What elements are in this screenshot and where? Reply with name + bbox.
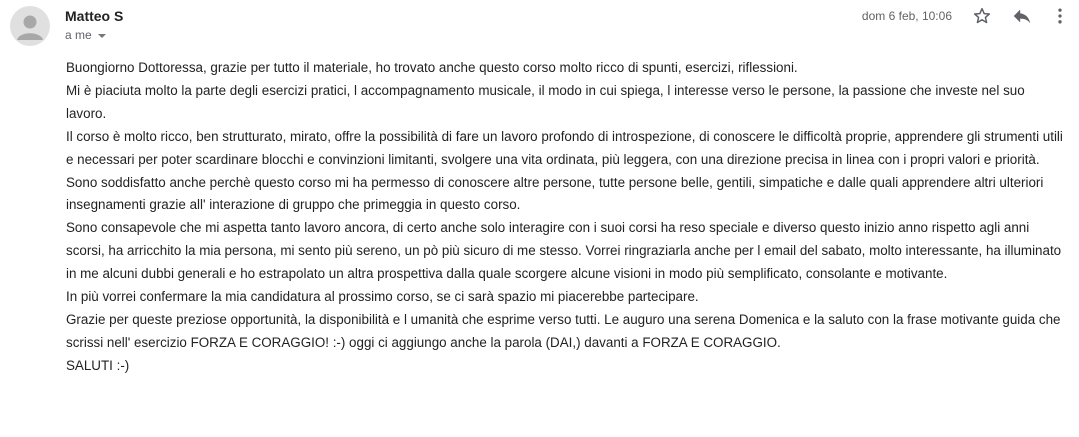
message-paragraph: Grazie per queste preziose opportunità, la disponibilità e l umanità che esprime verso tutti. Le auguro una serena Domenica e la saluto con la frase motivante guida che scrissi nell' esercizio FORZA E CORAGGIO! :-) oggi ci aggiungo anche la parola (DAI,) davanti a FORZA E CORAGGIO. [66, 311, 1061, 350]
message-body [66, 57, 1066, 378]
caret-down-icon [98, 34, 106, 38]
recipient-label: a me [65, 28, 92, 42]
reply-button[interactable] [1010, 4, 1034, 28]
message-paragraph: SALUTI :-) [66, 357, 130, 373]
more-vert-icon [1050, 6, 1070, 26]
message-paragraph: Il corso è molto ricco, ben strutturato, mirato, offre la possibilità di fare un lavoro profondo di introspezione, di conoscere le difficoltà proprie, apprendere gli strumenti utili e necessari per poter scardinare blocchi e convinzioni limitanti, svolgere una vita ordinata, più leggera, con una direzione precisa in linea con i propri valori e priorità. [66, 128, 1063, 167]
message-timestamp: dom 6 feb, 10:06 [861, 9, 952, 23]
message-paragraph: Sono consapevole che mi aspetta tanto lavoro ancora, di certo anche solo interagire con i suoi corsi ha reso speciale e diverso questo inizio anno rispetto agli anni scorsi, ha arricchito la mia persona, mi sento più sereno, un pò più sicuro di me stesso. Vorrei ringraziarla anche per l email del sabato, molto interessante, ha illuminato in me alcuni dubbi generali e ho estrapolato un altra prospettiva dalla quale scorgere alcune visioni in modo più semplificato, consolante e motivante. [66, 220, 1062, 282]
sender-name: Matteo S [65, 8, 124, 24]
message-paragraph: Sono soddisfatto anche perchè questo corso mi ha permesso di conoscere altre persone, tutte persone belle, gentili, simpatiche e dalle quali apprendere altri ulteriori insegnamenti grazie all' interazione di gruppo che primeggia in questo corso. [66, 174, 1044, 213]
message-paragraph: Buongiorno Dottoressa, grazie per tutto il materiale, ho trovato anche questo corso molto ricco di spunti, esercizi, riflessioni. [66, 60, 798, 75]
sender-avatar[interactable] [10, 6, 50, 46]
star-button[interactable] [970, 4, 994, 28]
more-options-button[interactable] [1048, 4, 1072, 28]
recipient-details-toggle[interactable] [65, 28, 106, 42]
message-paragraph: In più vorrei confermare la mia candidatura al prossimo corso, se ci sarà spazio mi piacerebbe partecipare. [66, 289, 699, 305]
message-paragraph: Mi è piaciuta molto la parte degli esercizi pratici, l accompagnamento musicale, il modo in cui spiega, l interesse verso le persone, la passione che investe nel suo lavoro. [66, 82, 1025, 121]
star-icon [972, 6, 992, 26]
default-avatar-icon [10, 6, 50, 46]
reply-icon [1011, 5, 1033, 27]
